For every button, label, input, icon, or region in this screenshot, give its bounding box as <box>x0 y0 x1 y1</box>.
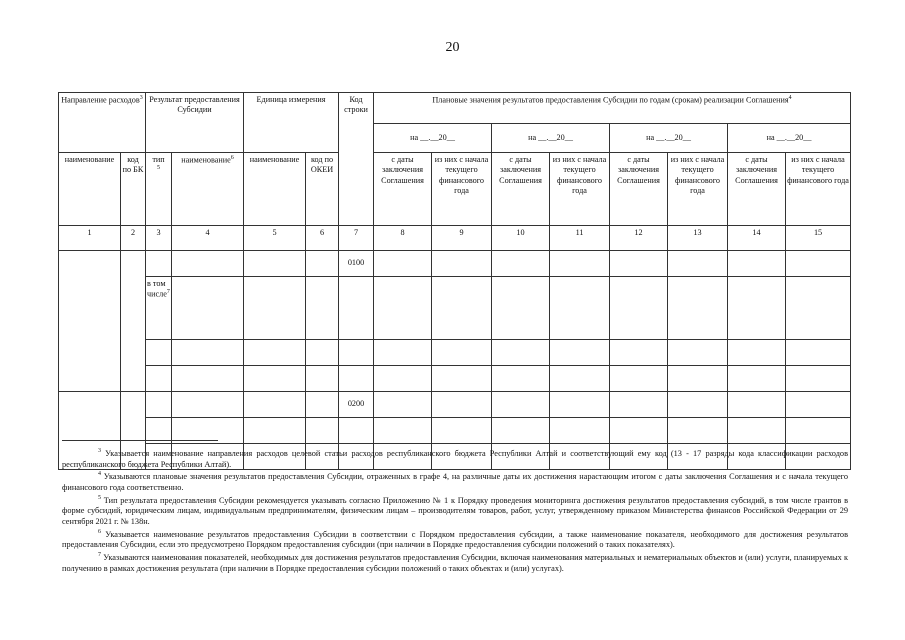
subheader-from-year-2: из них с начала текущего финансового года <box>550 153 610 226</box>
table-cell[interactable] <box>306 251 339 277</box>
header-planned-values: Плановые значения результатов предоставления Субсидии по годам (срокам) реализации Соглашения$^4$ <box>374 93 851 124</box>
header-year-3: на __.__20__ <box>610 124 728 153</box>
col-number: 6 <box>306 226 339 251</box>
table-cell[interactable] <box>786 366 851 392</box>
table-cell[interactable] <box>492 277 550 340</box>
table-cell[interactable] <box>492 392 550 418</box>
col-number: 8 <box>374 226 432 251</box>
footnote-3: $^3$ Указывается наименование направления расходов целевой статьи расходов республиканского бюджета Республики Алтай и соответствующий ему код (13 - 17 разряды кода классификации расходов республиканского бюджета Республики Алтай). <box>62 448 849 469</box>
table-cell[interactable] <box>146 366 172 392</box>
col-number: 1 <box>59 226 121 251</box>
table-cell[interactable] <box>339 277 374 340</box>
table-row <box>59 340 851 366</box>
subheader-result-name: наименование$^6$ <box>172 153 244 226</box>
table-cell[interactable] <box>172 340 244 366</box>
footnote-5: $^5$ Тип результата предоставления Субсидии рекомендуется указывать согласно Приложению № 1 к Порядку проведения мониторинга достижения результатов предоставления субсидий, в том числе грантов в форме субсидий, юридическим лицам, индивидуальным предпринимателям, физическим лицам – производителям товаров, работ, услуг, утвержденному приказом Министерства финансов Российской Федерации от 29 сентября 2021 г. № 138н. <box>62 494 849 526</box>
table-cell[interactable] <box>668 277 728 340</box>
table-cell[interactable] <box>339 366 374 392</box>
table-cell[interactable] <box>550 366 610 392</box>
table-cell[interactable] <box>374 340 432 366</box>
table-cell[interactable] <box>244 340 306 366</box>
table-cell[interactable] <box>550 340 610 366</box>
table-cell[interactable] <box>610 251 668 277</box>
col-number: 11 <box>550 226 610 251</box>
table-cell[interactable] <box>172 277 244 340</box>
table-cell[interactable] <box>432 251 492 277</box>
line-code-0100: 0100 <box>339 251 374 277</box>
table-cell[interactable] <box>550 277 610 340</box>
table-cell[interactable] <box>668 251 728 277</box>
table-cell[interactable] <box>610 277 668 340</box>
table-cell[interactable] <box>146 251 172 277</box>
header-year-1: на __.__20__ <box>374 124 492 153</box>
table-cell[interactable] <box>786 392 851 418</box>
footnote-4: $^4$ Указываются плановые значения результатов предоставления Субсидии, отраженных в графе 4, на различные даты их достижения нарастающим итогом с даты заключения Соглашения и с начала текущего финансового года соответственно. <box>62 471 849 492</box>
col-number: 10 <box>492 226 550 251</box>
table-cell[interactable] <box>374 277 432 340</box>
header-row-3 <box>59 153 851 226</box>
table-cell[interactable] <box>374 418 432 444</box>
table-cell[interactable] <box>492 340 550 366</box>
footnote-separator <box>62 440 218 441</box>
table-cell[interactable] <box>244 277 306 340</box>
col-number: 15 <box>786 226 851 251</box>
table-cell[interactable] <box>374 392 432 418</box>
table-row <box>59 366 851 392</box>
table-cell[interactable] <box>610 392 668 418</box>
table-cell[interactable] <box>728 366 786 392</box>
table-cell[interactable] <box>432 366 492 392</box>
table-cell[interactable] <box>786 251 851 277</box>
table-cell[interactable] <box>610 418 668 444</box>
table-cell[interactable] <box>610 366 668 392</box>
table-cell[interactable] <box>728 251 786 277</box>
col-number: 12 <box>610 226 668 251</box>
table-cell[interactable] <box>59 251 121 392</box>
table-cell[interactable] <box>306 366 339 392</box>
col-number: 2 <box>121 226 146 251</box>
table-cell[interactable] <box>244 392 306 418</box>
subheader-direction-name: наименование <box>59 153 121 226</box>
table-cell[interactable] <box>172 366 244 392</box>
table-cell[interactable] <box>610 340 668 366</box>
table-cell[interactable] <box>550 251 610 277</box>
table-cell[interactable] <box>306 392 339 418</box>
footnote-7: $^7$ Указываются наименования показателей, необходимых для достижения результатов предоставления Субсидии, включая наименования материальных и нематериальных объектов и (или) услуги, планируемых к получению в рамках достижения результата (при наличии в Порядке предоставления субсидии положений о таких объектах и (или) услугах). <box>62 552 849 573</box>
table-cell[interactable] <box>432 340 492 366</box>
table-cell[interactable] <box>668 340 728 366</box>
col-number: 3 <box>146 226 172 251</box>
subheader-unit-name: наименование <box>244 153 306 226</box>
subheader-from-agreement-1: с даты заключения Соглашения <box>374 153 432 226</box>
table-cell[interactable] <box>339 418 374 444</box>
subheader-okei-code: код по ОКЕИ <box>306 153 339 226</box>
header-line-code: Код строки <box>339 93 374 226</box>
header-row-1 <box>59 93 851 124</box>
table-row <box>59 392 851 418</box>
col-number: 13 <box>668 226 728 251</box>
table-cell[interactable] <box>374 251 432 277</box>
table-row <box>59 277 851 340</box>
table-cell[interactable] <box>492 418 550 444</box>
table-cell[interactable] <box>244 251 306 277</box>
table-cell[interactable] <box>786 340 851 366</box>
col-number: 9 <box>432 226 492 251</box>
subheader-from-year-4: из них с начала текущего финансового года <box>786 153 851 226</box>
page-number: 20 <box>445 40 460 55</box>
table-cell[interactable] <box>728 418 786 444</box>
line-code-0200: 0200 <box>339 392 374 418</box>
subheader-from-agreement-3: с даты заключения Соглашения <box>610 153 668 226</box>
table-cell[interactable] <box>172 251 244 277</box>
col-number: 7 <box>339 226 374 251</box>
table-cell[interactable] <box>728 277 786 340</box>
column-numbers-row <box>59 226 851 251</box>
table-cell[interactable] <box>492 366 550 392</box>
table-cell[interactable] <box>121 251 146 392</box>
subheader-from-year-3: из них с начала текущего финансового года <box>668 153 728 226</box>
header-unit: Единица измерения <box>244 93 339 153</box>
table-row <box>59 251 851 277</box>
subheader-type: тип $^5$ <box>146 153 172 226</box>
table-cell[interactable] <box>374 366 432 392</box>
table-cell[interactable] <box>244 418 306 444</box>
table-cell[interactable] <box>306 340 339 366</box>
table-cell[interactable] <box>550 418 610 444</box>
table-cell[interactable] <box>550 392 610 418</box>
table-cell[interactable] <box>432 277 492 340</box>
table-cell[interactable] <box>306 418 339 444</box>
subheader-from-year-1: из них с начала текущего финансового года <box>432 153 492 226</box>
table-cell[interactable] <box>668 366 728 392</box>
header-result: Результат предоставления Субсидии <box>146 93 244 153</box>
header-year-4: на __.__20__ <box>728 124 851 153</box>
table-cell[interactable] <box>786 418 851 444</box>
footnote-6: $^6$ Указывается наименование результатов предоставления Субсидии в соответствии с Порядком предоставления субсидии, а также наименование показателя, необходимого для достижения результатов предоставления Субсидии, если это предусмотрено Порядком предоставления субсидии (при наличии в Порядке предоставления субсидии положений о таких показателях). <box>62 528 848 550</box>
including-label: в том числе$^7$ <box>146 277 172 340</box>
table-cell[interactable] <box>492 251 550 277</box>
results-table <box>58 92 851 470</box>
table-cell[interactable] <box>146 392 172 418</box>
table-cell[interactable] <box>146 340 172 366</box>
table-cell[interactable] <box>668 392 728 418</box>
header-direction: Направление расходов$^3$ <box>59 93 146 153</box>
col-number: 4 <box>172 226 244 251</box>
table-cell[interactable] <box>728 392 786 418</box>
table-cell[interactable] <box>728 340 786 366</box>
table-cell[interactable] <box>339 340 374 366</box>
col-number: 5 <box>244 226 306 251</box>
subheader-from-agreement-2: с даты заключения Соглашения <box>492 153 550 226</box>
header-year-2: на __.__20__ <box>492 124 610 153</box>
table-cell[interactable] <box>668 418 728 444</box>
subheader-bk-code: код по БК <box>121 153 146 226</box>
table-cell[interactable] <box>786 277 851 340</box>
table-cell[interactable] <box>432 392 492 418</box>
col-number: 14 <box>728 226 786 251</box>
table-cell[interactable] <box>432 418 492 444</box>
table-cell[interactable] <box>172 392 244 418</box>
table-cell[interactable] <box>306 277 339 340</box>
footnotes <box>62 448 848 575</box>
subheader-from-agreement-4: с даты заключения Соглашения <box>728 153 786 226</box>
table-cell[interactable] <box>244 366 306 392</box>
